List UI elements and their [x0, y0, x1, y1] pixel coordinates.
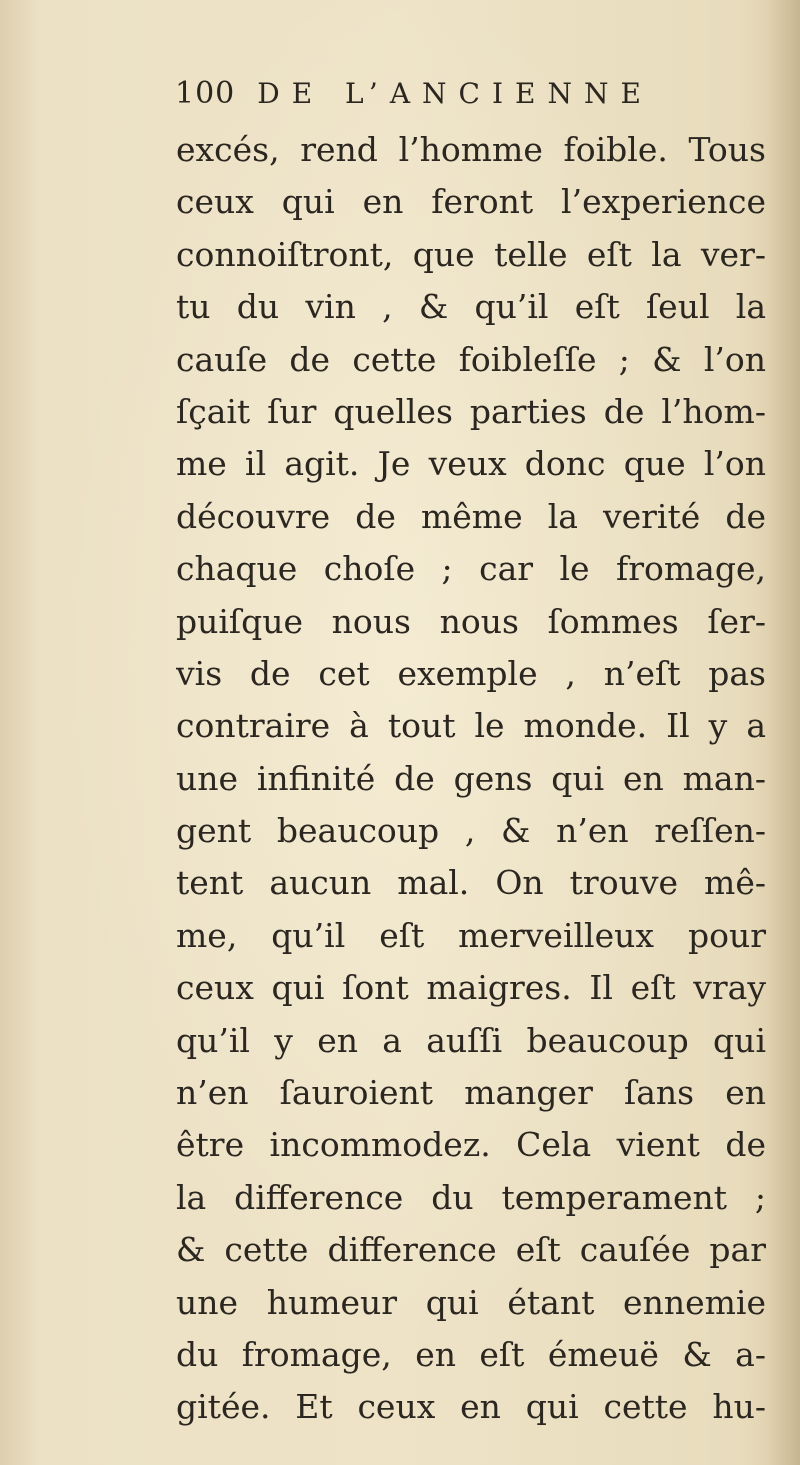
text-line: & cette difference eſt cauſée par [176, 1230, 766, 1270]
text-line: ceux qui ſont maigres. Il eſt vray [176, 968, 766, 1008]
text-line: être incommodez. Cela vient de [176, 1125, 766, 1165]
text-line: une infinité de gens qui en man- [176, 758, 766, 798]
text-line: excés, rend l’homme foible. Tous [176, 130, 766, 169]
text-line: chaque choſe ; car le fromage, [176, 549, 766, 589]
text-line: me, qu’il eſt merveilleux pour [176, 915, 766, 955]
text-line: me il agit. Je veux donc que l’on [176, 444, 766, 484]
text-line: la difference du temperament ; [176, 1177, 766, 1217]
text-line: cauſe de cette foibleſſe ; & l’on [176, 339, 766, 379]
text-line: qu’il y en a auſſi beaucoup qui [176, 1020, 766, 1060]
running-head [175, 76, 653, 126]
text-line: du fromage, en eſt émeuë & a- [176, 1334, 766, 1374]
text-line: ceux qui en feront l’experience [176, 182, 766, 222]
text-line: vis de cet exemple , n’eſt pas [176, 653, 766, 693]
text-line: ſçait ſur quelles parties de l’hom- [176, 391, 766, 431]
body-text [176, 124, 766, 1434]
text-line: une humeur qui étant ennemie [176, 1282, 766, 1322]
text-line: découvre de même la verité de [176, 496, 766, 536]
text-line: gent beaucoup , & n’en reſſen- [176, 811, 766, 851]
text-line: gitée. Et ceux en qui cette hu- [176, 1387, 766, 1427]
text-line: contraire à tout le monde. Il y a [176, 706, 766, 746]
text-line: n’en ſauroient manger ſans en [176, 1073, 766, 1113]
text-line: tent aucun mal. On trouve mê- [176, 863, 766, 903]
text-line: connoiſtront, que telle eſt la ver- [176, 234, 766, 274]
page-number: 100 [175, 76, 236, 111]
text-line: tu du vin , & qu’il eſt ſeul la [176, 287, 766, 327]
text-line: puiſque nous nous ſommes ſer- [176, 601, 766, 641]
running-title: DE L’ANCIENNE [257, 77, 653, 110]
